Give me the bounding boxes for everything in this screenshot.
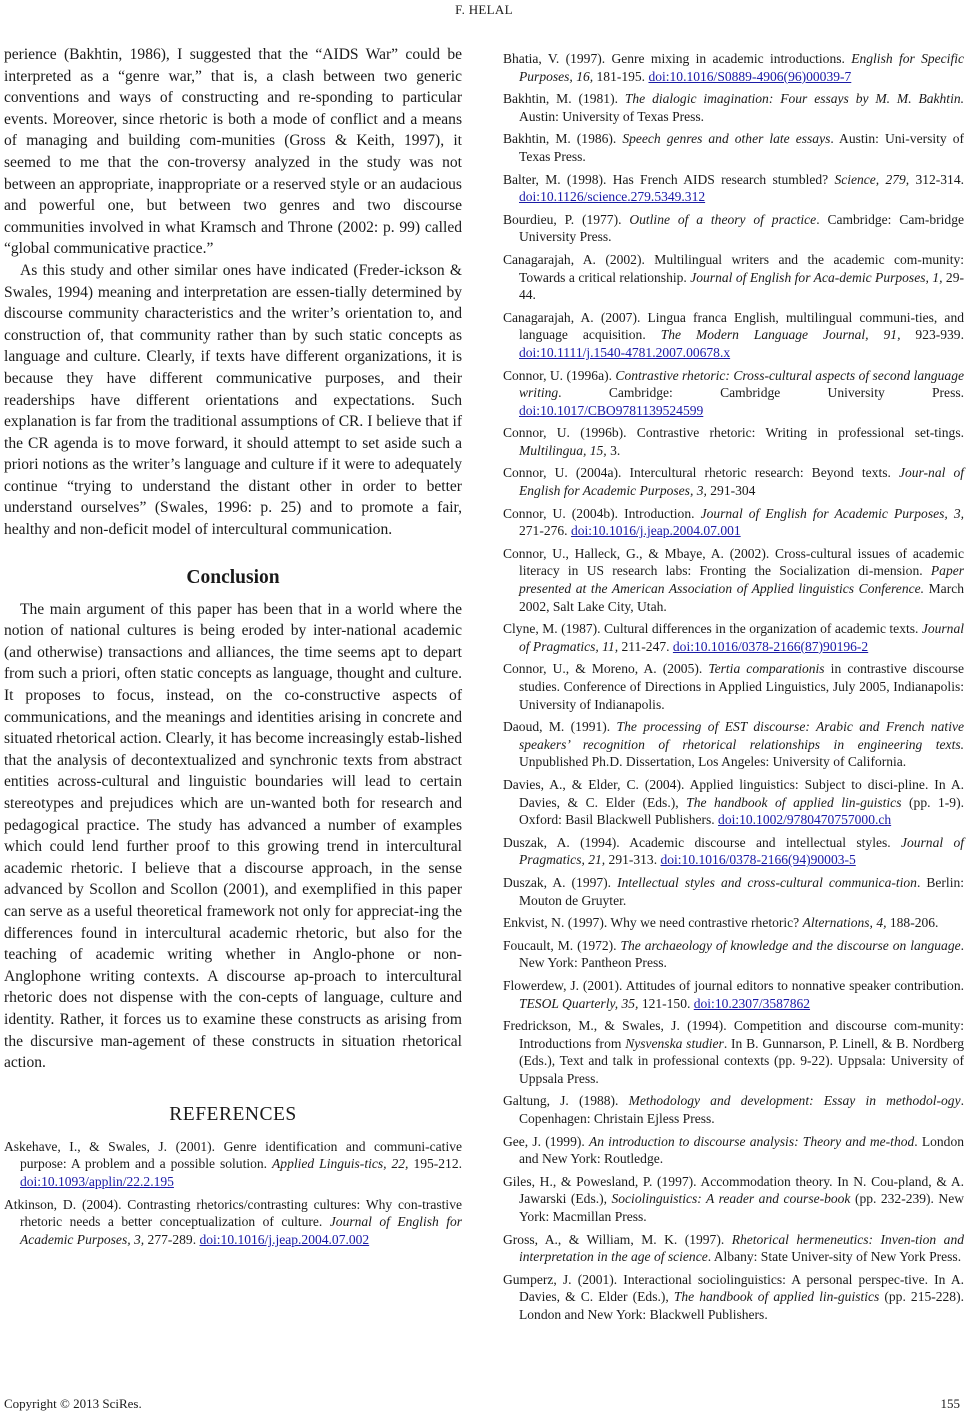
doi-link[interactable]: doi:10.1093/applin/22.2.195 bbox=[20, 1173, 174, 1189]
reference-entry bbox=[503, 914, 964, 932]
doi-link[interactable]: doi:10.1002/9780470757000.ch bbox=[718, 812, 892, 828]
reference-text: Connor, U. (1996b). Contrastive rhetoric: Writing in professional set-tings. bbox=[503, 425, 964, 441]
reference-text: Austin: University of Texas Press. bbox=[519, 108, 705, 124]
reference-text: Duszak, A. (1994). Academic discourse and intellectual styles. bbox=[503, 834, 901, 850]
doi-link[interactable]: doi:10.1016/0378-2166(94)90003-5 bbox=[660, 852, 856, 868]
reference-title: Contrastive rhetoric: Cross-cultural aspects of second language writing bbox=[519, 367, 964, 401]
page-number: 155 bbox=[940, 1396, 960, 1411]
reference-title: Applied Linguis-tics, 22, bbox=[272, 1156, 409, 1172]
doi-link[interactable]: doi:10.1016/0378-2166(87)90196-2 bbox=[672, 638, 869, 654]
body-paragraph: As this study and other similar ones have indicated (Freder-ickson & Swales, 1994) meaning and interpretation are essen-tially determined by discourse community characteristics and the writer’s orientation to, and construction of, that community rather than by such static concepts as language and culture. Clearly, if texts have different organizations, it is because they have different communicative purposes, and their readerships have different orientations and expectations. Such explanation is far from the traditional assumptions of CR. I believe that if the CR agenda is to move forward, it should attempt to set aside such a priori notions as the writer’s language and culture if it were to adequately continue “trying to understand the distant other in order to better understand ourselves” (Swales, 1996: p. 25) and to promote a fair, healthy and non-deficit model of intercultural communication. bbox=[4, 261, 462, 539]
reference-text: 312-314. bbox=[909, 171, 964, 187]
reference-entry bbox=[503, 50, 964, 85]
reference-entry bbox=[503, 1133, 964, 1168]
reference-text: Bakhtin, M. (1981). bbox=[503, 91, 625, 107]
reference-text: (pp. 232-239). New York: Macmillan Press. bbox=[519, 1191, 964, 1225]
reference-title: The processing of EST discourse: Arabic and French native speakers’ recognition of rhetorical relationships in engineering texts. bbox=[519, 719, 964, 752]
reference-title: Jour-nal of English for Academic Purposes, 3, bbox=[519, 465, 964, 499]
reference-text: 291-313. bbox=[605, 852, 661, 868]
reference-entry bbox=[503, 130, 964, 165]
reference-text: Foucault, M. (1972). bbox=[503, 937, 621, 953]
reference-entry bbox=[4, 1138, 462, 1191]
reference-entry bbox=[503, 545, 964, 615]
reference-title: Methodology and development: Essay in methodol-ogy bbox=[628, 1093, 961, 1109]
reference-entry bbox=[503, 977, 964, 1012]
reference-entry bbox=[503, 660, 964, 713]
reference-entry bbox=[503, 834, 964, 869]
reference-title: The handbook of applied lin-guistics bbox=[686, 794, 902, 810]
reference-text: 121-150. bbox=[638, 995, 694, 1011]
reference-text: Connor, U. (1996a). bbox=[503, 367, 616, 383]
reference-text: Duszak, A. (1997). bbox=[503, 874, 618, 890]
reference-text: 923-939. bbox=[900, 327, 964, 343]
reference-text: . In B. Gunnarson, P. Linell, & B. Nordberg (Eds.), Text and talk in professional contexts (pp. 9-22). Uppsala: University of Uppsala Press. bbox=[519, 1035, 964, 1086]
body-paragraph: perience (Bakhtin, 1986), I suggested that the “AIDS War” could be interpreted as a “genre war,” that is, a clash between two generic conventions and ways of constructing and re-sponding to particular events. Moreover, since rhetoric is both a mode of conflict and a means of managing and building com-munities (Gross & Keith, 1997), it seemed to me that the con-troversy analyzed in the study was not between an appropriate, inappropriate or a reserved style or an audacious and powerful one, but between two genres and two discourse communities involved in what Kramsch and Throne (2002: p. 99) called “global communicative practice.” bbox=[4, 46, 462, 258]
reference-text: Bakhtin, M. (1986). bbox=[503, 131, 623, 147]
reference-text: . Austin: Uni-versity of Texas Press. bbox=[519, 131, 964, 164]
reference-title: Science, 279, bbox=[834, 171, 910, 187]
reference-text: Gee, J. (1999). bbox=[503, 1133, 589, 1149]
reference-text: 188-206. bbox=[886, 915, 939, 931]
reference-entry bbox=[503, 505, 964, 540]
reference-entry bbox=[503, 171, 964, 206]
reference-text: Enkvist, N. (1997). Why we need contrastive rhetoric? bbox=[503, 915, 803, 931]
reference-text: Giles, H., & Powesland, P. (1997). Accommodation theory. In N. Cou-pland, & A. Jawarski (Eds.), bbox=[503, 1173, 964, 1207]
doi-link[interactable]: doi:10.1016/j.jeap.2004.07.002 bbox=[199, 1231, 370, 1247]
reference-text: 291-304 bbox=[706, 483, 756, 499]
reference-title: Nysvenska studier bbox=[625, 1035, 724, 1051]
reference-text: Askehave, I., & Swales, J. (2001). Genre identification and communi-cative purpose: A problem and a possible solution. bbox=[4, 1138, 462, 1172]
reference-title: An introduction to discourse analysis: Theory and me-thod bbox=[588, 1133, 915, 1149]
reference-text: 3. bbox=[606, 442, 621, 458]
reference-title: The handbook of applied lin-guistics bbox=[673, 1289, 880, 1305]
doi-link[interactable]: doi:10.1017/CBO9781139524599 bbox=[519, 402, 704, 418]
reference-title: Journal of English for Aca-demic Purposes, 1, bbox=[690, 269, 943, 285]
reference-title: Journal of English for Academic Purposes, 3, bbox=[20, 1214, 463, 1247]
reference-text: 271-276. bbox=[519, 523, 571, 539]
reference-title: Multilingua, 15, bbox=[519, 442, 607, 458]
reference-entry bbox=[503, 424, 964, 459]
reference-title: Paper presented at the American Association of Applied linguistics Conference. bbox=[519, 563, 964, 597]
reference-entry bbox=[503, 1017, 964, 1087]
reference-text: . Berlin: Mouton de Gruyter. bbox=[519, 874, 964, 908]
reference-text: March 2002, Salt Lake City, Utah. bbox=[519, 581, 964, 614]
reference-text: . Cambridge: Cam-bridge University Press. bbox=[519, 211, 964, 245]
left-column bbox=[4, 44, 462, 1253]
reference-text: Unpublished Ph.D. Dissertation, Los Angeles: University of California. bbox=[519, 754, 907, 770]
reference-text: Clyne, M. (1987). Cultural differences in the organization of academic texts. bbox=[503, 621, 922, 637]
reference-title: The dialogic imagination: Four essays by M. M. Bakhtin. bbox=[624, 91, 964, 107]
reference-entry bbox=[503, 90, 964, 125]
reference-title: TESOL Quarterly, 35, bbox=[519, 995, 639, 1011]
reference-text: Canagarajah, A. (2002). Multilingual writers and the academic com-munity: Towards a critical relationship. bbox=[503, 251, 964, 285]
reference-entry bbox=[503, 620, 964, 655]
reference-text: (pp. 215-228). London and New York: Blackwell Publishers. bbox=[519, 1289, 964, 1322]
reference-text: . Cambridge: Cambridge University Press. bbox=[558, 385, 964, 401]
doi-link[interactable]: doi:10.1016/j.jeap.2004.07.001 bbox=[570, 523, 741, 539]
reference-entry bbox=[503, 464, 964, 499]
reference-list-right bbox=[503, 50, 964, 1324]
doi-link[interactable]: doi:10.1111/j.1540-4781.2007.00678.x bbox=[519, 344, 731, 360]
reference-text: Gumperz, J. (2001). Interactional sociolinguistics: A personal perspec-tive. In A. Davies, & C. Elder (Eds.), bbox=[503, 1271, 964, 1305]
reference-text: Flowerdew, J. (2001). Attitudes of journal editors to nonnative speaker contribution. bbox=[503, 977, 964, 993]
reference-text: in contrastive discourse studies. Conference of Directions in Applied Linguistics, July 2005, Indianapolis: University of Indianapolis. bbox=[519, 661, 965, 712]
reference-title: Rhetorical hermeneutics: Inven-tion and interpretation in the age of science bbox=[519, 1231, 964, 1265]
references-heading: REFERENCES bbox=[169, 1103, 297, 1125]
reference-entry bbox=[503, 718, 964, 771]
running-head: F. HELAL bbox=[455, 2, 513, 17]
copyright-notice: Copyright © 2013 SciRes. bbox=[4, 1396, 142, 1411]
reference-title: Tertia comparationis bbox=[708, 661, 825, 677]
reference-entry bbox=[503, 251, 964, 304]
reference-title: Outline of a theory of practice bbox=[629, 211, 817, 227]
reference-title: Sociolinguistics: A reader and course-book bbox=[611, 1191, 851, 1207]
doi-link[interactable]: doi:10.1016/S0889-4906(96)00039-7 bbox=[648, 68, 852, 84]
reference-text: . Albany: State Univer-sity of New York Press. bbox=[707, 1249, 962, 1265]
conclusion-paragraph: The main argument of this paper has been that in a world where the notion of national cultures is being eroded by inter-national academic (and otherwise) transactions and alliances, the time seems apt to depart from such a priori, often static concepts as language, thought and culture. It proposes to focus, instead, on the co-constructive aspects of communications, and the meanings and identities arising in concrete and situated rhetorical action. Clearly, it has become increasingly estab-lished that the analysis of decontextualized and synchronic texts from abstract entities across-cultural and linguistic boundaries will lead to certain stereotypes and prejudices which are un-wanted both for research and pedagogical practice. The study has advanced a number of examples which could lend further proof to this growing trend in intercultural academic rhetoric. I believe that a discourse approach, in the sense advanced by Scollon and Scollon (2001), and exemplified in this paper can serve as a useful theoretical framework not only for appreciat-ing the differences found in intercultural academic rhetoric, but also for the teaching of academic writing whether in Anglo-phone or non-Anglophone writing contexts. A discourse ap-proach to intercultural rhetoric does not dispense with the con-cepts of language, culture and identity. Rather, it forces us to examine these constructs as arising from the discursive man-agement of these constructs in situation rhetorical action. bbox=[4, 600, 462, 1072]
reference-entry bbox=[503, 1173, 964, 1226]
reference-text: 181-195. bbox=[593, 68, 649, 84]
reference-title: Journal of Pragmatics, 11, bbox=[519, 621, 964, 654]
reference-entry bbox=[503, 211, 964, 246]
reference-text: . London and New York: Routledge. bbox=[519, 1133, 965, 1167]
reference-entry bbox=[4, 1196, 462, 1249]
reference-text: (pp. 1-9). Oxford: Basil Blackwell Publishers. bbox=[519, 794, 964, 828]
reference-entry bbox=[503, 309, 964, 362]
reference-text: Connor, U. (2004b). Introduction. bbox=[503, 505, 701, 521]
reference-title: English for Specific Purposes, 16, bbox=[519, 51, 964, 84]
reference-title: Intellectual styles and cross-cultural communica-tion bbox=[617, 874, 917, 890]
reference-title: Journal of English for Academic Purposes, 3, bbox=[700, 505, 964, 521]
reference-text: 211-247. bbox=[618, 638, 673, 654]
reference-text: Daoud, M. (1991). bbox=[503, 719, 617, 735]
reference-title: Alternations, 4, bbox=[802, 915, 887, 931]
reference-text: Davies, A., & Elder, C. (2004). Applied linguistics: Subject to disci-pline. In A. Davies, & C. Elder (Eds.), bbox=[503, 776, 964, 810]
reference-text: 29-44. bbox=[519, 269, 964, 303]
reference-entry bbox=[503, 1271, 964, 1324]
reference-entry bbox=[503, 1231, 964, 1266]
reference-text: . New York: Pantheon Press. bbox=[519, 937, 965, 971]
reference-entry bbox=[503, 776, 964, 829]
reference-entry bbox=[503, 367, 964, 420]
reference-text: . Copenhagen: Christain Ejless Press. bbox=[519, 1093, 964, 1127]
reference-title: The Modern Language Journal, 91, bbox=[660, 327, 901, 343]
reference-entry bbox=[503, 874, 964, 909]
reference-text: Bhatia, V. (1997). Genre mixing in academic introductions. bbox=[503, 51, 852, 66]
reference-text: Connor, U., Halleck, G., & Mbaye, A. (2002). Cross-cultural issues of academic literacy in US research labs: Fronting the Socialization di-mension. bbox=[503, 545, 964, 579]
right-column bbox=[503, 50, 964, 1329]
doi-link[interactable]: doi:10.1126/science.279.5349.312 bbox=[519, 189, 706, 205]
reference-list-left bbox=[4, 1138, 462, 1249]
reference-text: 195-212. bbox=[408, 1156, 462, 1172]
reference-text: Gross, A., & William, M. K. (1997). bbox=[503, 1231, 732, 1247]
reference-text: Fredrickson, M., & Swales, J. (1994). Competition and discourse com-munity: Introductions from bbox=[503, 1018, 964, 1051]
reference-text: Connor, U., & Moreno, A. (2005). bbox=[503, 661, 709, 677]
doi-link[interactable]: doi:10.2307/3587862 bbox=[693, 995, 811, 1011]
reference-entry bbox=[503, 1092, 964, 1127]
reference-title: The archaeology of knowledge and the discourse on language bbox=[620, 937, 961, 953]
reference-title: Speech genres and other late essays bbox=[622, 131, 831, 147]
reference-text: Bourdieu, P. (1977). bbox=[503, 211, 630, 227]
conclusion-heading: Conclusion bbox=[186, 566, 280, 588]
reference-title: Journal of Pragmatics, 21, bbox=[519, 834, 964, 868]
reference-entry bbox=[503, 937, 964, 972]
reference-text: Canagarajah, A. (2007). Lingua franca English, multilingual communi-ties, and language acquisition. bbox=[503, 309, 964, 343]
reference-text: Atkinson, D. (2004). Contrasting rhetorics/contrasting cultures: Why con-trastive rhetoric needs a better conceptualization of culture. bbox=[4, 1196, 462, 1230]
reference-text: Balter, M. (1998). Has French AIDS research stumbled? bbox=[503, 171, 835, 187]
reference-text: Connor, U. (2004a). Intercultural rhetoric research: Beyond texts. bbox=[503, 465, 899, 481]
reference-text: 277-289. bbox=[144, 1231, 200, 1247]
reference-text: Galtung, J. (1988). bbox=[503, 1093, 629, 1109]
